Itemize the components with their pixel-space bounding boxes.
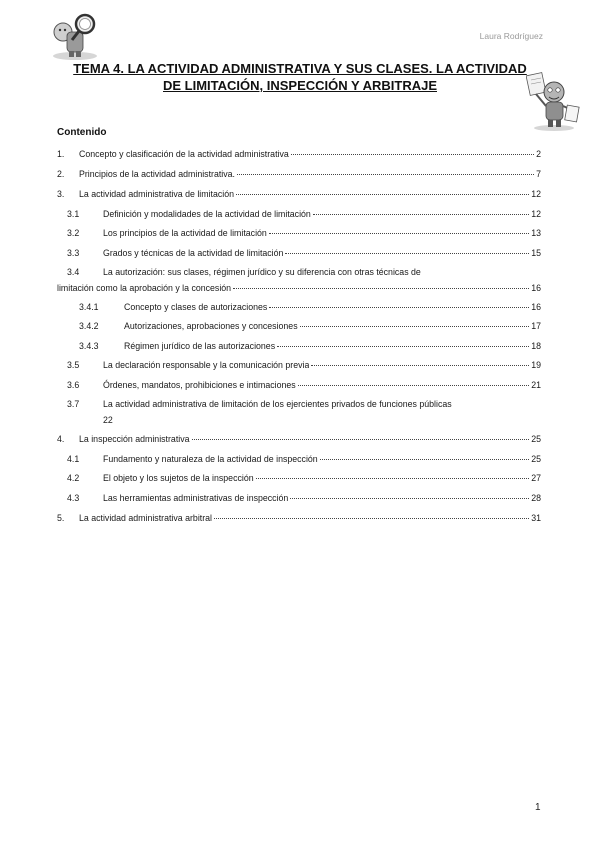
toc-entry-text: La actividad administrativa arbitral <box>79 513 212 523</box>
toc-entry[interactable] <box>57 470 541 486</box>
toc-entry-page: 25 <box>531 454 541 464</box>
toc-entry-number: 3.5 <box>67 360 80 370</box>
document-title-line-1: TEMA 4. LA ACTIVIDAD ADMINISTRATIVA Y SUS CLASES. LA ACTIVIDAD <box>73 61 527 76</box>
toc-dot-leader <box>313 214 529 215</box>
document-title <box>50 60 550 94</box>
toc-dot-leader <box>277 346 529 347</box>
toc-entry[interactable] <box>57 377 541 393</box>
toc-entry-page: 17 <box>531 321 541 331</box>
toc-entry[interactable] <box>57 299 541 315</box>
toc-entry[interactable] <box>57 225 541 241</box>
toc-entry-text: Principios de la actividad administrativa. <box>79 169 235 179</box>
toc-entry-text: La actividad administrativa de limitación <box>79 189 234 199</box>
toc-entry-number: 4.3 <box>67 493 80 503</box>
toc-dot-leader <box>320 459 530 460</box>
toc-entry-number: 3.1 <box>67 209 80 219</box>
toc-entry-page: 27 <box>531 473 541 483</box>
toc-entry[interactable] <box>57 264 541 296</box>
toc-entry-number: 3.4 <box>67 267 80 277</box>
toc-entry[interactable] <box>57 318 541 334</box>
toc-entry[interactable] <box>57 245 541 261</box>
toc-entry-text: Los principios de la actividad de limitación <box>103 228 267 238</box>
toc-entry[interactable] <box>57 206 541 222</box>
toc-entry[interactable] <box>57 357 541 373</box>
toc-entry-text: Grados y técnicas de la actividad de limitación <box>103 248 284 258</box>
toc-entry-page: 12 <box>531 189 541 199</box>
toc-entry-page: 12 <box>531 209 541 219</box>
toc-entry-page: 22 <box>103 415 113 425</box>
toc-entry[interactable] <box>57 490 541 506</box>
toc-entry-page: 31 <box>531 513 541 523</box>
toc-entry[interactable] <box>57 396 541 428</box>
toc-entry-number: 3.4.2 <box>79 321 99 331</box>
toc-dot-leader <box>269 307 529 308</box>
toc-entry-page: 13 <box>531 228 541 238</box>
toc-dot-leader <box>285 253 529 254</box>
toc-entry-number: 3.6 <box>67 380 80 390</box>
toc-entry-text: La actividad administrativa de limitación de los ejercientes privados de funciones públicas <box>103 399 452 409</box>
toc-entry-number: 3.3 <box>67 248 80 258</box>
toc-entry-page: 19 <box>531 360 541 370</box>
page-number: 1 <box>535 802 541 813</box>
toc-heading: Contenido <box>57 127 107 138</box>
document-title-line-2: DE LIMITACIÓN, INSPECCIÓN Y ARBITRAJE <box>163 78 437 93</box>
toc-entry-number: 3.4.1 <box>79 302 99 312</box>
toc-dot-leader <box>236 194 529 195</box>
toc-entry-text: Concepto y clasificación de la actividad administrativa <box>79 149 289 159</box>
toc-dot-leader <box>300 326 530 327</box>
toc-entry-page: 25 <box>531 434 541 444</box>
toc-dot-leader <box>237 174 534 175</box>
toc-entry-number: 4.1 <box>67 454 80 464</box>
toc-entry[interactable] <box>57 510 541 526</box>
toc-entry-page: 16 <box>531 302 541 312</box>
toc-entry-text: La declaración responsable y la comunicación previa <box>103 360 310 370</box>
toc-entry-page: 21 <box>531 380 541 390</box>
toc-entry-text: El objeto y los sujetos de la inspección <box>103 473 254 483</box>
toc-entry-text-line-1: La autorización: sus clases, régimen jurídico y su diferencia con otras técnicas de <box>103 267 421 277</box>
toc-entry-text-line-2: limitación como la aprobación y la concesión <box>57 283 232 293</box>
toc-entry-number: 4.2 <box>67 473 80 483</box>
toc-dot-leader <box>298 385 530 386</box>
toc-entry-number: 3.2 <box>67 228 80 238</box>
magnifier-figure-icon <box>45 10 103 62</box>
toc-entry[interactable] <box>57 431 541 447</box>
toc-entry-number: 1. <box>57 149 65 159</box>
toc-dot-leader <box>269 233 529 234</box>
toc-dot-leader <box>233 288 529 289</box>
toc-entry-page: 18 <box>531 341 541 351</box>
toc-entry[interactable] <box>57 451 541 467</box>
toc-entry-text: Fundamento y naturaleza de la actividad de inspección <box>103 454 318 464</box>
toc-entry[interactable] <box>57 166 541 182</box>
toc-entry-text: Autorizaciones, aprobaciones y concesiones <box>124 321 298 331</box>
toc-entry-number: 3. <box>57 189 65 199</box>
toc-entry-number: 4. <box>57 434 65 444</box>
toc-entry-page: 15 <box>531 248 541 258</box>
toc-entry-number: 3.4.3 <box>79 341 99 351</box>
toc-entry[interactable] <box>57 338 541 354</box>
toc-entry-text: Las herramientas administrativas de inspección <box>103 493 289 503</box>
toc-dot-leader <box>291 154 534 155</box>
toc-entry[interactable] <box>57 146 541 162</box>
toc-dot-leader <box>192 439 530 440</box>
toc-dot-leader <box>256 478 530 479</box>
toc-dot-leader <box>214 518 529 519</box>
toc-entry-text: La inspección administrativa <box>79 434 190 444</box>
toc-entry-page: 28 <box>531 493 541 503</box>
toc-entry-page: 7 <box>536 169 541 179</box>
toc-entry-page: 2 <box>536 149 541 159</box>
toc-entry-number: 2. <box>57 169 65 179</box>
toc-entry-text: Órdenes, mandatos, prohibiciones e intimaciones <box>103 380 296 390</box>
toc-entry-text: Definición y modalidades de la actividad de limitación <box>103 209 311 219</box>
toc-entry-page: 16 <box>531 283 541 293</box>
toc-dot-leader <box>290 498 529 499</box>
toc-entry-number: 5. <box>57 513 65 523</box>
toc-entry-number: 3.7 <box>67 399 80 409</box>
toc-entry-text: Régimen jurídico de las autorizaciones <box>124 341 276 351</box>
toc-entry-text: Concepto y clases de autorizaciones <box>124 302 268 312</box>
author-name: Laura Rodríguez <box>479 31 543 41</box>
toc-entry[interactable] <box>57 186 541 202</box>
toc-dot-leader <box>311 365 529 366</box>
